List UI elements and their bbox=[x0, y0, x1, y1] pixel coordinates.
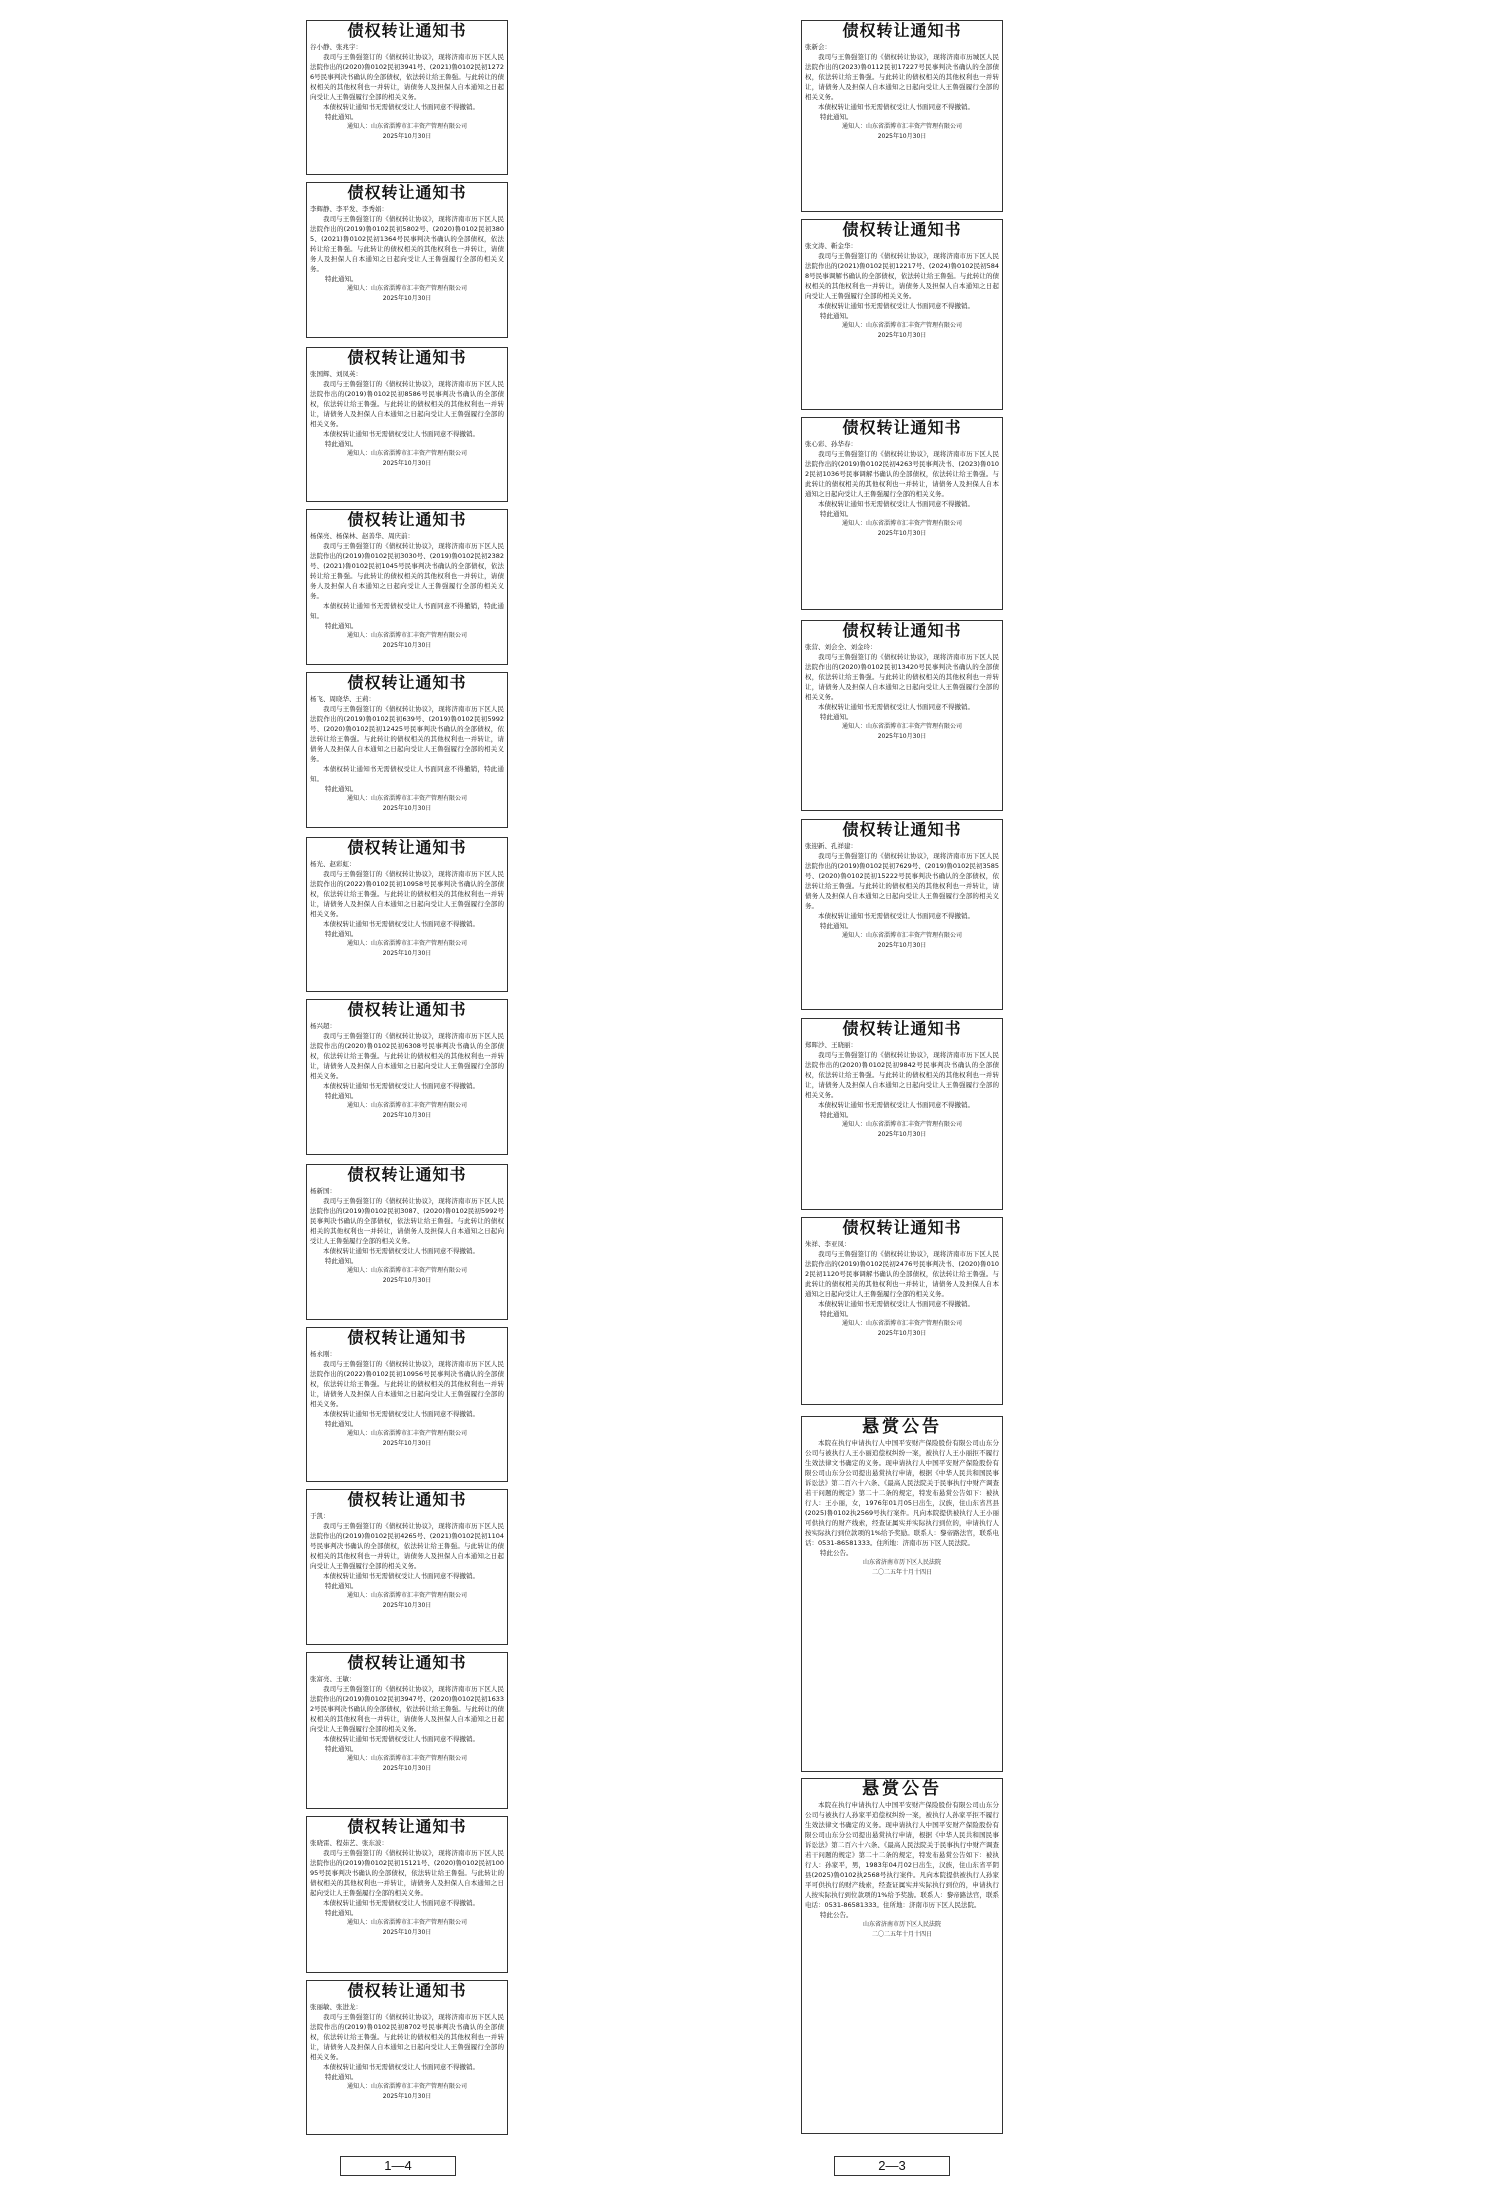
notice-body: 我司与王鲁强签订的《债权转让协议》，现将济南市历下区人民法院作出的(2019)鲁0102民初3947号、(2020)鲁0102民初16332号民事判决书确认的全部债权，依法转让给王鲁强。与此转让的债权相关的其他权利也一并转让，请债务人及担保人自本通知之日起向受让人王鲁强履行全部的相关义务。 bbox=[310, 1685, 504, 1733]
page-label-left: 1—4 bbox=[340, 2156, 456, 2176]
notice-addressee: 张迎新、孔祥建： bbox=[805, 842, 857, 850]
notice-extra: 本债权转让通知书无需债权受让人书面同意不得撤销。 bbox=[818, 1101, 974, 1109]
debt-transfer-notice bbox=[306, 1327, 508, 1482]
notice-addressee: 张晓雷、程茹艺、张东波： bbox=[310, 1839, 388, 1847]
notice-extra: 本债权转让通知书无需债权受让人书面同意不得撤销。 bbox=[323, 1247, 479, 1255]
notice-signer: 通知人：山东省淄博市汇丰资产管理有限公司 bbox=[346, 285, 467, 292]
notice-body: 我司与王鲁强签订的《债权转让协议》，现将济南市历下区人民法院作出的(2020)鲁0102民初9842号民事判决书确认的全部债权，依法转让给王鲁强。与此转让的债权相关的其他权利也一并转让，请债务人及担保人自本通知之日起向受让人王鲁强履行全部的相关义务。 bbox=[805, 1051, 999, 1099]
debt-transfer-notice bbox=[801, 20, 1003, 212]
debt-transfer-notice bbox=[801, 1018, 1003, 1210]
reward-signer: 山东省济南市历下区人民法院 bbox=[862, 1921, 941, 1928]
debt-transfer-notice bbox=[801, 620, 1003, 811]
reward-notice bbox=[801, 1778, 1003, 2134]
notice-addressee: 杨新国： bbox=[310, 1187, 336, 1195]
notice-addressee: 杨光、赵彩虹： bbox=[310, 860, 356, 868]
notice-addressee: 杨兴超： bbox=[310, 1022, 336, 1030]
debt-transfer-notice bbox=[801, 1217, 1003, 1405]
notice-date: 2025年10月30日 bbox=[382, 1277, 432, 1284]
notice-body: 我司与王鲁强签订的《债权转让协议》，现将济南市历下区人民法院作出的(2019)鲁0102民初5802号、(2020)鲁0102民初3805、(2021)鲁0102民初1364号民事判决书确认的全部债权，依法转让给王鲁强。与此转让的债权相关的其他权利也一并转让，请债务人及担保人自本通知之日起向受让人王鲁强履行全部的相关义务。 bbox=[310, 215, 504, 273]
notice-date: 2025年10月30日 bbox=[382, 133, 432, 140]
notice-closing: 特此通知。 bbox=[325, 1420, 358, 1428]
notice-signer: 通知人：山东省淄博市汇丰资产管理有限公司 bbox=[346, 2083, 467, 2090]
reward-date: 二〇二五年十月十四日 bbox=[871, 1569, 932, 1576]
notice-extra: 本债权转让通知书无需债权受让人书面同意不得撤销。 bbox=[818, 703, 974, 711]
notice-title: 债权转让通知书 bbox=[347, 1653, 467, 1672]
notice-closing: 特此通知。 bbox=[820, 713, 853, 721]
notice-signer: 通知人：山东省淄博市汇丰资产管理有限公司 bbox=[346, 1102, 467, 1109]
notice-body: 我司与王鲁强签订的《债权转让协议》，现将济南市历下区人民法院作出的(2019)鲁0102民初2476号民事判决书、(2020)鲁0102民初1120号民事调解书确认的全部债权，依法转让给王鲁强。与此转让的债权相关的其他权利也一并转让，请债务人及担保人自本通知之日起向受让人王鲁强履行全部的相关义务。 bbox=[805, 1250, 999, 1298]
notice-extra: 本债权转让通知书无需债权受让人书面同意不得撤销。 bbox=[818, 1300, 974, 1308]
reward-notice bbox=[801, 1416, 1003, 1772]
notice-closing: 特此通知。 bbox=[820, 1310, 853, 1318]
notice-closing: 特此通知。 bbox=[820, 510, 853, 518]
notice-date: 2025年10月30日 bbox=[877, 733, 927, 740]
notice-body: 我司与王鲁强签订的《债权转让协议》，现将济南市历下区人民法院作出的(2020)鲁0102民初3941号、(2021)鲁0102民初12726号民事判决书确认的全部债权，依法转让给王鲁强。与此转让的债权相关的其他权利也一并转让，请债务人及担保人自本通知之日起向受让人王鲁强履行全部的相关义务。 bbox=[310, 53, 504, 101]
notice-addressee: 谷小静、张兆宇： bbox=[310, 43, 362, 51]
debt-transfer-notice bbox=[306, 1489, 508, 1645]
notice-closing: 特此通知。 bbox=[820, 1111, 853, 1119]
notice-closing: 特此通知。 bbox=[325, 1257, 358, 1265]
notice-signer: 通知人：山东省淄博市汇丰资产管理有限公司 bbox=[841, 1320, 962, 1327]
notice-closing: 特此通知。 bbox=[325, 930, 358, 938]
notice-date: 2025年10月30日 bbox=[382, 642, 432, 649]
notice-closing: 特此通知。 bbox=[820, 922, 853, 930]
notice-signer: 通知人：山东省淄博市汇丰资产管理有限公司 bbox=[346, 1919, 467, 1926]
notice-body: 我司与王鲁强签订的《债权转让协议》，现将济南市历下区人民法院作出的(2019)鲁0102民初8702号民事判决书确认的全部债权，依法转让给王鲁强。与此转让的债权相关的其他权利也一并转让，请债务人及担保人自本通知之日起向受让人王鲁强履行全部的相关义务。 bbox=[310, 2013, 504, 2061]
notice-body: 我司与王鲁强签订的《债权转让协议》，现将济南市历下区人民法院作出的(2019)鲁0102民初8586号民事判决书确认的全部债权，依法转让给王鲁强。与此转让的债权相关的其他权利也一并转让，请债务人及担保人自本通知之日起向受让人王鲁强履行全部的相关义务。 bbox=[310, 380, 504, 428]
notice-title: 债权转让通知书 bbox=[347, 1490, 467, 1509]
notice-signer: 通知人：山东省淄博市汇丰资产管理有限公司 bbox=[346, 450, 467, 457]
notice-title: 债权转让通知书 bbox=[842, 21, 962, 40]
notice-addressee: 杨保亮、杨保林、赵善华、周庆前： bbox=[310, 532, 414, 540]
notice-closing: 特此通知。 bbox=[325, 1582, 358, 1590]
notice-date: 2025年10月30日 bbox=[382, 295, 432, 302]
notice-signer: 通知人：山东省淄博市汇丰资产管理有限公司 bbox=[346, 123, 467, 130]
notice-date: 2025年10月30日 bbox=[877, 332, 927, 339]
notice-body: 我司与王鲁强签订的《债权转让协议》，现将济南市历下区人民法院作出的(2019)鲁0102民初3030号、(2019)鲁0102民初2382号、(2021)鲁0102民初1045号民事判决书确认的全部债权，依法转让给王鲁强。与此转让的债权相关的其他权利也一并转让，请债务人及担保人自本通知之日起向受让人王鲁强履行全部的相关义务。 bbox=[310, 542, 504, 600]
notice-body: 我司与王鲁强签订的《债权转让协议》，现将济南市历下区人民法院作出的(2019)鲁0102民初7629号、(2019)鲁0102民初3585号、(2020)鲁0102民初15222号民事判决书确认的全部债权，依法转让给王鲁强。与此转让的债权相关的其他权利也一并转让，请债务人及担保人自本通知之日起向受让人王鲁强履行全部的相关义务。 bbox=[805, 852, 999, 910]
notice-addressee: 张富亮、王敏： bbox=[310, 1675, 356, 1683]
notice-title: 债权转让通知书 bbox=[347, 1981, 467, 2000]
notice-title: 债权转让通知书 bbox=[842, 1019, 962, 1038]
notice-addressee: 于凯： bbox=[310, 1512, 330, 1520]
debt-transfer-notice bbox=[306, 509, 508, 665]
notice-signer: 通知人：山东省淄博市汇丰资产管理有限公司 bbox=[346, 1430, 467, 1437]
notice-date: 2025年10月30日 bbox=[877, 1131, 927, 1138]
notice-extra: 本债权转让通知书无需债权受让人书面同意不得撤销。 bbox=[323, 1735, 479, 1743]
notice-date: 2025年10月30日 bbox=[877, 133, 927, 140]
notice-body: 我司与王鲁强签订的《债权转让协议》，现将济南市历下区人民法院作出的(2019)鲁0102民初4263号民事判决书、(2023)鲁0102民初1036号民事调解书确认的全部债权，依法转让给王鲁强。与此转让的债权相关的其他权利也一并转让，请债务人及担保人自本通知之日起向受让人王鲁强履行全部的相关义务。 bbox=[805, 450, 999, 498]
debt-transfer-notice bbox=[801, 819, 1003, 1010]
reward-body: 本院在执行申请执行人中国平安财产保险股份有限公司山东分公司与被执行人王小丽追偿权纠纷一案，被执行人王小丽拒不履行生效法律文书确定的义务。现申请执行人中国平安财产保险股份有限公司山东分公司提出悬赏执行申请，根据《中华人民共和国民事诉讼法》第二百六十六条、《最高人民法院关于民事执行中财产调查若干问题的规定》第二十二条的规定，特发布悬赏公告如下：被执行人：王小丽，女，1976年01月05日出生，汉族，住山东省莒县(2025)鲁0102执2569号执行案件。凡向本院提供被执行人王小丽可供执行的财产线索，经查证属实并实际执行到位的，申请执行人按实际执行到位款项的1%给予奖励。联系人：黎帝路法官，联系电话：0531-86581333。住所地：济南市历下区人民法院。 bbox=[805, 1439, 999, 1547]
debt-transfer-notice bbox=[801, 417, 1003, 610]
notice-addressee: 杨飞、周晓华、王莉： bbox=[310, 695, 375, 703]
notice-title: 债权转让通知书 bbox=[842, 820, 962, 839]
notice-title: 债权转让通知书 bbox=[347, 348, 467, 367]
notice-extra: 本债权转让通知书无需债权受让人书面同意不得撤销，特此通知。 bbox=[310, 602, 504, 620]
notice-body: 我司与王鲁强签订的《债权转让协议》，现将济南市历下区人民法院作出的(2019)鲁0102民初3087、(2020)鲁0102民初5992号民事判决书确认的全部债权，依法转让给王鲁强。与此转让的债权相关的其他权利也一并转让，请债务人及担保人自本通知之日起向受让人王鲁强履行全部的相关义务。 bbox=[310, 1197, 504, 1245]
notice-closing: 特此通知。 bbox=[325, 2073, 358, 2081]
notice-closing: 特此通知。 bbox=[325, 785, 358, 793]
notice-title: 债权转让通知书 bbox=[842, 621, 962, 640]
notice-signer: 通知人：山东省淄博市汇丰资产管理有限公司 bbox=[841, 1121, 962, 1128]
reward-date: 二〇二五年十月十四日 bbox=[871, 1931, 932, 1938]
notice-addressee: 张心彩、孙华春： bbox=[805, 440, 857, 448]
notice-title: 债权转让通知书 bbox=[347, 21, 467, 40]
notice-title: 债权转让通知书 bbox=[347, 673, 467, 692]
notice-extra: 本债权转让通知书无需债权受让人书面同意不得撤销。 bbox=[323, 920, 479, 928]
notice-title: 债权转让通知书 bbox=[347, 1165, 467, 1184]
notice-signer: 通知人：山东省淄博市汇丰资产管理有限公司 bbox=[346, 795, 467, 802]
notice-signer: 通知人：山东省淄博市汇丰资产管理有限公司 bbox=[346, 1755, 467, 1762]
reward-closing: 特此公告。 bbox=[820, 1911, 853, 1919]
notice-body: 我司与王鲁强签订的《债权转让协议》，现将济南市历下区人民法院作出的(2019)鲁0102民初4265号、(2021)鲁0102民初1104号民事判决书确认的全部债权，依法转让给王鲁强。与此转让的债权相关的其他权利也一并转让，请债务人及担保人自本通知之日起向受让人王鲁强履行全部的相关义务。 bbox=[310, 1522, 504, 1570]
notice-signer: 通知人：山东省淄博市汇丰资产管理有限公司 bbox=[841, 520, 962, 527]
notice-addressee: 张新会： bbox=[805, 43, 831, 51]
notice-date: 2025年10月30日 bbox=[382, 805, 432, 812]
debt-transfer-notice bbox=[306, 182, 508, 338]
notice-signer: 通知人：山东省淄博市汇丰资产管理有限公司 bbox=[346, 632, 467, 639]
notice-date: 2025年10月30日 bbox=[382, 1929, 432, 1936]
debt-transfer-notice bbox=[306, 1164, 508, 1320]
notice-closing: 特此通知。 bbox=[325, 622, 358, 630]
notice-title: 债权转让通知书 bbox=[347, 838, 467, 857]
notice-addressee: 郑晖沙、王晓丽： bbox=[805, 1041, 857, 1049]
notice-extra: 本债权转让通知书无需债权受让人书面同意不得撤销。 bbox=[818, 912, 974, 920]
notice-body: 我司与王鲁强签订的《债权转让协议》，现将济南市历下区人民法院作出的(2020)鲁0102民初6308号民事判决书确认的全部债权，依法转让给王鲁强。与此转让的债权相关的其他权利也一并转让，请债务人及担保人自本通知之日起向受让人王鲁强履行全部的相关义务。 bbox=[310, 1032, 504, 1080]
notice-addressee: 李辉静、李平发、李秀娟： bbox=[310, 205, 388, 213]
page-label-right: 2—3 bbox=[834, 2156, 950, 2176]
notice-extra: 本债权转让通知书无需债权受让人书面同意不得撤销。 bbox=[323, 1572, 479, 1580]
notice-extra: 本债权转让通知书无需债权受让人书面同意不得撤销。 bbox=[323, 1899, 479, 1907]
notice-extra: 本债权转让通知书无需债权受让人书面同意不得撤销。 bbox=[818, 103, 974, 111]
notice-body: 我司与王鲁强签订的《债权转让协议》，现将济南市历下区人民法院作出的(2022)鲁0102民初10958号民事判决书确认的全部债权，依法转让给王鲁强。与此转让的债权相关的其他权利也一并转让，请债务人及担保人自本通知之日起向受让人王鲁强履行全部的相关义务。 bbox=[310, 870, 504, 918]
notice-title: 债权转让通知书 bbox=[842, 1218, 962, 1237]
debt-transfer-notice bbox=[306, 1980, 508, 2135]
notice-closing: 特此通知。 bbox=[820, 312, 853, 320]
notice-date: 2025年10月30日 bbox=[382, 1440, 432, 1447]
notice-addressee: 张丽敏、张进龙： bbox=[310, 2003, 362, 2011]
notice-addressee: 朱祥、李亚凤： bbox=[805, 1240, 851, 1248]
notice-body: 我司与王鲁强签订的《债权转让协议》，现将济南市历下区人民法院作出的(2021)鲁0102民初12217号、(2024)鲁0102民初5848号民事调解书确认的全部债权，依法转让给王鲁强。与此转让的债权相关的其他权利也一并转让，请债务人及担保人自本通知之日起向受让人王鲁强履行全部的相关义务。 bbox=[805, 252, 999, 300]
notice-extra: 本债权转让通知书无需债权受让人书面同意不得撤销。 bbox=[323, 1082, 479, 1090]
notice-signer: 通知人：山东省淄博市汇丰资产管理有限公司 bbox=[841, 123, 962, 130]
notice-title: 债权转让通知书 bbox=[347, 1817, 467, 1836]
debt-transfer-notice bbox=[306, 672, 508, 828]
debt-transfer-notice bbox=[306, 999, 508, 1155]
notice-closing: 特此通知。 bbox=[325, 1909, 358, 1917]
notice-title: 债权转让通知书 bbox=[347, 1328, 467, 1347]
notice-signer: 通知人：山东省淄博市汇丰资产管理有限公司 bbox=[346, 1592, 467, 1599]
reward-title: 悬赏公告 bbox=[862, 1417, 942, 1437]
notice-signer: 通知人：山东省淄博市汇丰资产管理有限公司 bbox=[346, 940, 467, 947]
notice-date: 2025年10月30日 bbox=[382, 1112, 432, 1119]
notice-date: 2025年10月30日 bbox=[382, 1765, 432, 1772]
debt-transfer-notice bbox=[306, 1652, 508, 1809]
notice-extra: 本债权转让通知书无需债权受让人书面同意不得撤销。 bbox=[323, 2063, 479, 2071]
notice-extra: 本债权转让通知书无需债权受让人书面同意不得撤销。 bbox=[323, 430, 479, 438]
notice-signer: 通知人：山东省淄博市汇丰资产管理有限公司 bbox=[841, 723, 962, 730]
debt-transfer-notice bbox=[306, 20, 508, 175]
notice-title: 债权转让通知书 bbox=[347, 183, 467, 202]
reward-title: 悬赏公告 bbox=[862, 1779, 942, 1799]
notice-body: 我司与王鲁强签订的《债权转让协议》，现将济南市历城区人民法院作出的(2023)鲁0112民初17227号民事判决书确认的全部债权，依法转让给王鲁强。与此转让的债权相关的其他权利也一并转让，请债务人及担保人自本通知之日起向受让人王鲁强履行全部的相关义务。 bbox=[805, 53, 999, 101]
notice-body: 我司与王鲁强签订的《债权转让协议》，现将济南市历下区人民法院作出的(2022)鲁0102民初10956号民事判决书确认的全部债权，依法转让给王鲁强。与此转让的债权相关的其他权利也一并转让，请债务人及担保人自本通知之日起向受让人王鲁强履行全部的相关义务。 bbox=[310, 1360, 504, 1408]
notice-extra: 本债权转让通知书无需债权受让人书面同意不得撤销。 bbox=[323, 103, 479, 111]
notice-date: 2025年10月30日 bbox=[877, 942, 927, 949]
notice-title: 债权转让通知书 bbox=[842, 418, 962, 437]
notice-date: 2025年10月30日 bbox=[382, 1602, 432, 1609]
notice-extra: 本债权转让通知书无需债权受让人书面同意不得撤销。 bbox=[818, 302, 974, 310]
reward-body: 本院在执行申请执行人中国平安财产保险股份有限公司山东分公司与被执行人孙家平追偿权纠纷一案，被执行人孙家平拒不履行生效法律文书确定的义务。现申请执行人中国平安财产保险股份有限公司山东分公司提出悬赏执行申请，根据《中华人民共和国民事诉讼法》第二百六十六条、《最高人民法院关于民事执行中财产调查若干问题的规定》第二十二条的规定，特发布悬赏公告如下：被执行人：孙家平，男，1983年04月02日出生，汉族，住山东省平阴县(2025)鲁0102执2568号执行案件。凡向本院提供被执行人孙家平可供执行的财产线索，经查证属实并实际执行到位的，申请执行人按实际执行到位款项的1%给予奖励。联系人：黎帝路法官，联系电话：0531-86581333。住所地：济南市历下区人民法院。 bbox=[805, 1801, 999, 1909]
notice-signer: 通知人：山东省淄博市汇丰资产管理有限公司 bbox=[841, 932, 962, 939]
notice-body: 我司与王鲁强签订的《债权转让协议》，现将济南市历下区人民法院作出的(2019)鲁0102民初639号、(2019)鲁0102民初5992号、(2020)鲁0102民初12425号民事判决书确认的全部债权，依法转让给王鲁强。与此转让的债权相关的其他权利也一并转让，请债务人及担保人自本通知之日起向受让人王鲁强履行全部的相关义务。 bbox=[310, 705, 504, 763]
notice-title: 债权转让通知书 bbox=[347, 1000, 467, 1019]
notice-addressee: 杨永刚： bbox=[310, 1350, 336, 1358]
notice-closing: 特此通知。 bbox=[325, 440, 358, 448]
notice-extra: 本债权转让通知书无需债权受让人书面同意不得撤销。 bbox=[818, 500, 974, 508]
notice-date: 2025年10月30日 bbox=[877, 1330, 927, 1337]
notice-closing: 特此通知。 bbox=[325, 1092, 358, 1100]
notice-closing: 特此通知。 bbox=[325, 275, 358, 283]
notice-date: 2025年10月30日 bbox=[382, 950, 432, 957]
notice-addressee: 张营、刘会全、刘金玲： bbox=[805, 643, 877, 651]
notice-date: 2025年10月30日 bbox=[382, 460, 432, 467]
notice-extra: 本债权转让通知书无需债权受让人书面同意不得撤销，特此通知。 bbox=[310, 765, 504, 783]
debt-transfer-notice bbox=[306, 347, 508, 502]
notice-signer: 通知人：山东省淄博市汇丰资产管理有限公司 bbox=[841, 322, 962, 329]
reward-signer: 山东省济南市历下区人民法院 bbox=[862, 1559, 941, 1566]
notice-signer: 通知人：山东省淄博市汇丰资产管理有限公司 bbox=[346, 1267, 467, 1274]
notice-addressee: 张国辉、刘凤英： bbox=[310, 370, 362, 378]
notice-extra: 本债权转让通知书无需债权受让人书面同意不得撤销。 bbox=[323, 1410, 479, 1418]
notice-closing: 特此通知。 bbox=[325, 1745, 358, 1753]
notice-date: 2025年10月30日 bbox=[877, 530, 927, 537]
reward-closing: 特此公告。 bbox=[820, 1549, 853, 1557]
notice-title: 债权转让通知书 bbox=[347, 510, 467, 529]
notice-closing: 特此通知。 bbox=[820, 113, 853, 121]
notice-closing: 特此通知。 bbox=[325, 113, 358, 121]
notice-title: 债权转让通知书 bbox=[842, 220, 962, 239]
debt-transfer-notice bbox=[306, 837, 508, 992]
notice-body: 我司与王鲁强签订的《债权转让协议》，现将济南市历下区人民法院作出的(2019)鲁0102民初15121号、(2020)鲁0102民初10095号民事判决书确认的全部债权，依法转让给王鲁强。与此转让的债权相关的其他权利也一并转让，请债务人及担保人自本通知之日起向受让人王鲁强履行全部的相关义务。 bbox=[310, 1849, 504, 1897]
notice-body: 我司与王鲁强签订的《债权转让协议》，现将济南市历下区人民法院作出的(2020)鲁0102民初13420号民事判决书确认的全部债权，依法转让给王鲁强。与此转让的债权相关的其他权利也一并转让，请债务人及担保人自本通知之日起向受让人王鲁强履行全部的相关义务。 bbox=[805, 653, 999, 701]
notice-date: 2025年10月30日 bbox=[382, 2093, 432, 2100]
debt-transfer-notice bbox=[801, 219, 1003, 410]
notice-addressee: 张文涛、靳金华： bbox=[805, 242, 857, 250]
debt-transfer-notice bbox=[306, 1816, 508, 1973]
